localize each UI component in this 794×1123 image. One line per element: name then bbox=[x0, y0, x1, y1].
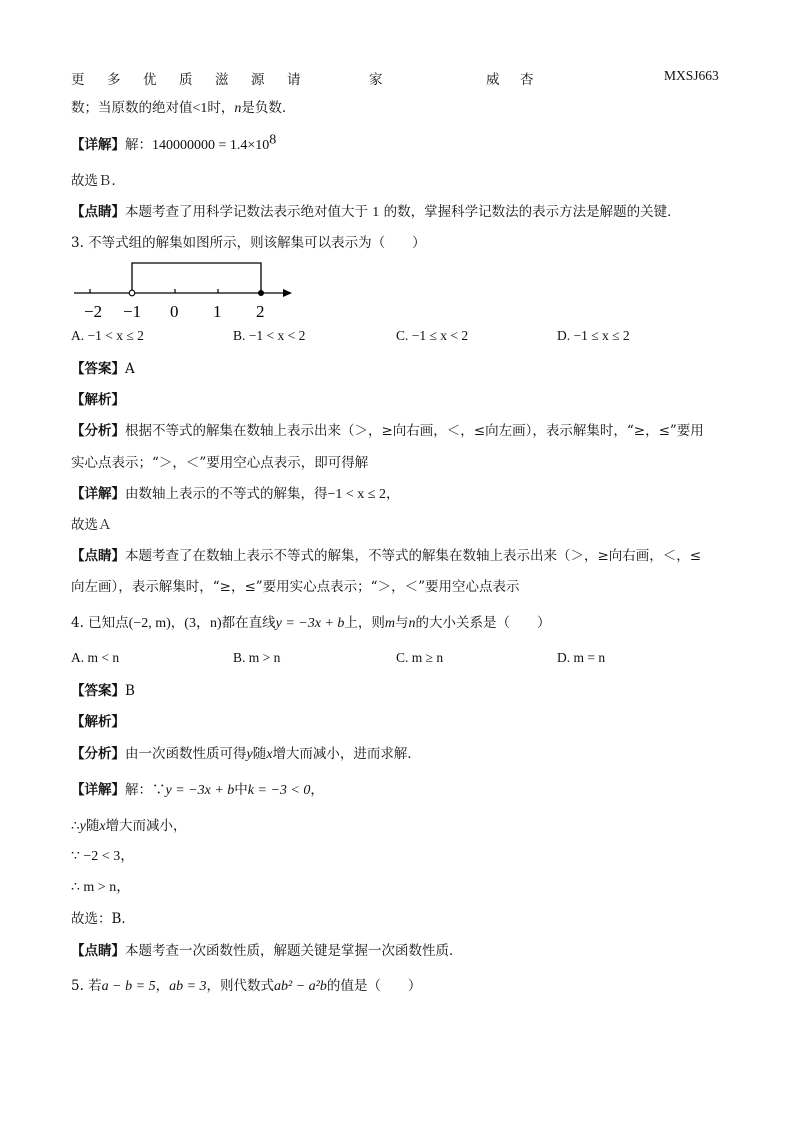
tick-label: 1 bbox=[213, 302, 222, 321]
text: 本题考查了用科学记数法表示绝对值大于 bbox=[125, 204, 368, 220]
option-c[interactable]: C. −1 ≤ x < 2 bbox=[396, 328, 469, 343]
section-tag: 【详解】 bbox=[71, 782, 125, 798]
text: 根据不等式的解集在数轴上表示出来（＞，≥向右画，＜，≤向左画），表示解集时，“≥，≤”要用 bbox=[125, 423, 704, 439]
variable: y bbox=[79, 819, 86, 834]
option-d[interactable]: D. −1 ≤ x ≤ 2 bbox=[557, 328, 630, 343]
text: ， bbox=[385, 486, 400, 502]
text-line bbox=[71, 203, 681, 222]
text: 随 bbox=[85, 818, 100, 834]
section-tag: 【分析】 bbox=[71, 423, 125, 439]
tick-label: 0 bbox=[170, 302, 179, 321]
formula: ab = 3 bbox=[169, 979, 207, 994]
formula: ab² − a²b bbox=[274, 979, 327, 994]
section-tag: 【详解】 bbox=[71, 137, 125, 153]
text-line: 向左画），表示解集时，“≥，≤”要用实心点表示；“＞，＜”要用空心点表示 bbox=[71, 579, 520, 595]
text-line bbox=[71, 132, 277, 155]
formula: a − b = 5 bbox=[101, 979, 156, 994]
text: 的大小关系是（ ） bbox=[415, 615, 551, 631]
header-char: 质 bbox=[179, 72, 193, 88]
section-tag: 【答案】 bbox=[71, 361, 125, 377]
text: 本题考查了在数轴上表示不等式的解集，不等式的解集在数轴上表示出来（＞，≥向右画，＜，≤ bbox=[125, 548, 702, 564]
question-5 bbox=[71, 977, 421, 996]
text-line bbox=[71, 745, 421, 764]
text-line: 故选Ｂ． bbox=[71, 173, 125, 189]
text: 本题考查一次函数性质，解题关键是掌握一次函数性质． bbox=[125, 943, 463, 959]
option-c[interactable]: C. m ≥ n bbox=[396, 650, 444, 665]
answer-line bbox=[71, 682, 135, 700]
formula: y = −3x + b bbox=[165, 783, 235, 798]
header-code: MXSJ663 bbox=[664, 68, 719, 83]
answer: A bbox=[125, 361, 135, 377]
text-line bbox=[71, 817, 187, 836]
text-line: ∴ m > n， bbox=[71, 880, 131, 895]
header-char: 优 bbox=[143, 72, 157, 88]
text: 解：∵ bbox=[125, 782, 166, 798]
variable: x bbox=[99, 819, 106, 834]
text-line bbox=[71, 942, 463, 960]
text: 随 bbox=[252, 746, 267, 762]
formula: −1 < x ≤ 2 bbox=[327, 487, 386, 502]
section-tag: 【解析】 bbox=[71, 714, 125, 730]
header-char: 家 bbox=[369, 72, 383, 88]
closed-point bbox=[258, 290, 264, 296]
text: 中 bbox=[234, 782, 248, 798]
formula: (−2, m) bbox=[128, 616, 171, 631]
option-d[interactable]: D. m = n bbox=[557, 650, 606, 665]
text-line bbox=[71, 781, 324, 800]
text: 数；当原数的绝对值 bbox=[71, 100, 193, 116]
text: 增大而减小，进而求解． bbox=[272, 746, 421, 762]
section-tag: 【点睛】 bbox=[71, 204, 125, 220]
question-3: 3. 不等式组的解集如图所示，则该解集可以表示为（ ） bbox=[71, 235, 426, 251]
section-tag: 【解析】 bbox=[71, 392, 125, 408]
text: 与 bbox=[395, 615, 409, 631]
open-point bbox=[129, 290, 135, 296]
text-line bbox=[71, 485, 399, 504]
header-char: 杏 bbox=[520, 72, 534, 88]
text-line: 故选Ａ bbox=[71, 517, 112, 533]
text: 都在直线 bbox=[221, 615, 276, 631]
text: ，则代数式 bbox=[206, 978, 275, 994]
answer-line bbox=[71, 360, 135, 378]
text: 上，则 bbox=[344, 615, 385, 631]
tick-label: −1 bbox=[123, 302, 142, 321]
text: 是负数． bbox=[241, 100, 296, 116]
header-char: 威 bbox=[486, 72, 500, 88]
section-tag: 【点睛】 bbox=[71, 548, 125, 564]
answer: B bbox=[125, 683, 135, 699]
section-tag: 【分析】 bbox=[71, 746, 125, 762]
tick-label: −2 bbox=[84, 302, 103, 321]
variable: x bbox=[266, 747, 273, 762]
number: 1 bbox=[372, 205, 380, 220]
header-char: 源 bbox=[251, 72, 265, 88]
option-b[interactable]: B. −1 < x < 2 bbox=[233, 328, 306, 343]
text: 4. 已知点 bbox=[71, 615, 129, 631]
header-char: 多 bbox=[107, 72, 121, 88]
text-line bbox=[71, 422, 704, 440]
section-tag: 【点睛】 bbox=[71, 943, 125, 959]
question-4 bbox=[71, 614, 551, 633]
text-line: ∵ −2 < 3， bbox=[71, 849, 135, 864]
option-a[interactable]: A. −1 < x ≤ 2 bbox=[71, 328, 144, 343]
text-line: 故选：B． bbox=[71, 911, 135, 927]
section-tag: 【详解】 bbox=[71, 486, 125, 502]
text: 增大而减小， bbox=[105, 818, 187, 834]
variable: n bbox=[408, 616, 416, 631]
formula: k = −3 < 0 bbox=[247, 783, 311, 798]
formula: 140000000 = 1.4×10 bbox=[152, 138, 270, 153]
number-line-figure bbox=[70, 258, 300, 324]
arrow-right-icon bbox=[283, 289, 292, 297]
header-char: 滋 bbox=[215, 72, 229, 88]
text-line bbox=[71, 547, 701, 565]
text: ， bbox=[155, 978, 170, 994]
header-char: 请 bbox=[287, 72, 301, 88]
text: 5. 若 bbox=[71, 978, 102, 994]
formula: y = −3x + b bbox=[275, 616, 345, 631]
header-char: 更 bbox=[71, 72, 85, 88]
text: 由数轴上表示的不等式的解集，得 bbox=[125, 486, 328, 502]
text: 由一次函数性质可得 bbox=[125, 746, 247, 762]
text-line: 实心点表示；“＞，＜”要用空心点表示，即可得解 bbox=[71, 455, 369, 471]
solution-bracket bbox=[132, 263, 261, 293]
text-line: 数；当原数的绝对值<1时，n是负数． bbox=[71, 100, 296, 116]
text: ， bbox=[170, 615, 185, 631]
exponent: 8 bbox=[269, 132, 277, 148]
variable: m bbox=[384, 616, 396, 631]
variable: y bbox=[246, 747, 253, 762]
section-tag: 【答案】 bbox=[71, 683, 125, 699]
formula: (3，n) bbox=[184, 616, 222, 631]
text: 的数，掌握科学记数法的表示方法是解题的关键． bbox=[383, 204, 681, 220]
text: 时， bbox=[207, 100, 235, 116]
text: ， bbox=[310, 782, 324, 798]
option-a[interactable]: A. m < n bbox=[71, 650, 120, 665]
text: 的值是（ ） bbox=[326, 978, 422, 994]
text: ∴ bbox=[71, 818, 80, 834]
text: 解： bbox=[125, 137, 152, 153]
tick-label: 2 bbox=[256, 302, 265, 321]
option-b[interactable]: B. m > n bbox=[233, 650, 281, 665]
